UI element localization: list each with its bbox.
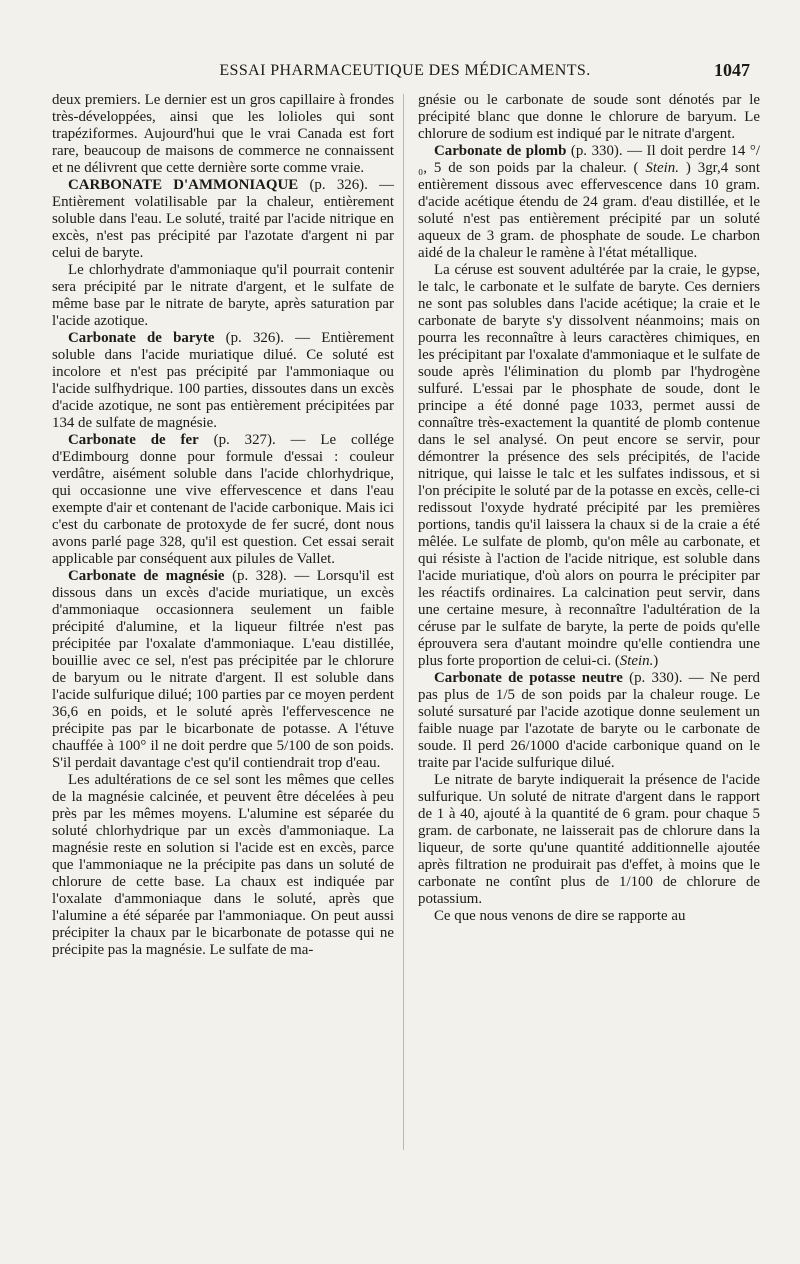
text-carbonate-plomb-b: ) 3gr,4 sont entièrement dissous avec effervescence dans 10 gram. d'acide acétique étendu de 24 gram. d'eau distillée, et le soluté n'est pas entièrement précipité par un soluté aqueux de 3 gram. de phosphate de soude. Le charbon aidé de la chaleur le ramène à l'état métallique. [418,160,760,261]
paragraph-chlorhydrate: Le chlorhydrate d'ammoniaque qu'il pourrait contenir sera précipité par le nitrate d'argent, et le sulfate de même base par le nitrate de baryte, après saturation par l'acide azotique. [52,262,394,329]
heading-carbonate-magnesie: Carbonate de magnésie [68,568,225,584]
text-carbonate-magnesie: (p. 328). — Lorsqu'il est dissous dans un excès d'acide muriatique, un excès d'ammoniaque occasionnera seulement un faible précipité d'alumine, et la liqueur filtrée n'est pas précipitée par l'oxalate d'ammoniaque. L'eau distillée, bouillie avec ce sel, n'est pas précipitée par le chlorure de baryum ou le nitrate d'argent. Il est soluble dans l'acide sulfurique dilué; 100 parties par ce moyen perdent 36,6 en poids, et le soluté après l'effervescence ne précipite pas par le bicarbonate de potasse. A l'étuve chauffée à 100° il ne doit perdre que 5/100 de son poids. S'il perdait davantage c'est qu'il contiendrait trop d'eau. [52,568,394,771]
heading-carbonate-plomb: Carbonate de plomb [434,143,567,159]
running-title: ESSAI PHARMACEUTIQUE DES MÉDICAMENTS. [219,62,591,79]
text-carbonate-baryte: (p. 326). — Entièrement soluble dans l'acide muriatique dilué. Ce soluté est incolore et n'est pas précipité par l'ammoniaque ou l'acide sulfhydrique. 100 parties, dissoutes dans un excès d'acide azotique, ne sont pas entièrement précipitées par 134 de sulfate de magnésie. [52,330,394,431]
paragraph-final-line: Ce que nous venons de dire se rapporte au [434,908,686,924]
heading-carbonate-baryte: Carbonate de baryte [68,330,215,346]
text-carbonate-ammoniaque: (p. 326). — Entièrement volatilisable par la chaleur, entièrement soluble dans l'eau. Le soluté, traité par l'acide nitrique en excès, n'est pas précipité par l'azotate d'argent ni par celui de baryte. [52,177,394,261]
paragraph-carbonate-plomb [418,143,760,262]
paragraph-nitrate-baryte: Le nitrate de baryte indiquerait la présence de l'acide sulfurique. Un soluté de nitrate d'argent dans le rapport de 1 à 40, ajouté à la quantité de 6 gram. pour chaque 5 gram. de carbonate, ne laisserait pas de chlorure dans la liqueur, de sorte qu'une quantité additionnelle ajoutée après filtration ne produirait pas d'effet, à moins que le carbonate ne contînt plus de 1/100 de chlorure de potassium. [418,772,760,907]
heading-carbonate-ammoniaque: CARBONATE D'AMMONIAQUE [68,177,299,193]
paragraph-canada: deux premiers. Le dernier est un gros capillaire à frondes très-développées, ainsi que les lolioles qui sont trapéziformes. Aujourd'hui que le vrai Canada est fort rare, beaucoup de maisons de commerce ne connaissent et ne délivrent que cette dernière sorte comme vraie. [52,92,394,176]
text-carbonate-fer: (p. 327). — Le collége d'Edimbourg donne pour formule d'essai : couleur verdâtre, aisément soluble dans l'acide chlorhydrique, qui occasionne une vive effervescence et dans l'eau exempte d'air et contenant de l'acide carbonique. Mais ici c'est du carbonate de protoxyde de fer sucré, dont nous avons parlé page 328, qu'il est question. Cet essai serait applicable par conséquent aux pilules de Vallet. [52,432,394,567]
text-ceruse-end: ) [653,653,659,669]
heading-carbonate-fer: Carbonate de fer [68,432,199,448]
paragraph-carbonate-magnesie [52,568,394,772]
text-ceruse: La céruse est souvent adultérée par la craie, le gypse, le talc, le carbonate et le sulfate de baryte. Ces derniers ne sont pas solubles dans l'acide acétique; la craie et le carbonate de baryte s'y dissolvent néanmoins; mais on pourra les reconnaître à leurs caractères chimiques, en les précipitant par l'oxalate d'ammoniaque et le sulfate de soude après l'élimination du plomb par l'hydrogène sulfuré. L'essai par le phosphate de soude, dont le principe a été donné page 1033, permet aussi de connaître très-exactement la quantité de plomb contenue dans le sel analysé. On peut encore se servir, pour démontrer la présence des sels précipités, de l'acide nitrique, qui laisse le talc et les sulfates indissous, et si l'on précipite le soluté par de la potasse en excès, celle-ci redissout l'oxyde hydraté précipité par les premières portions, tandis qu'il laissera la chaux si de la craie a été mêlée. Le sulfate de plomb, qu'on mêle au carbonate, et qui résiste à l'action de l'acide nitrique, est soluble dans l'acide muriatique, d'où alors on pourra le précipiter par les réactifs ordinaires. La calcination peut servir, dans une certaine mesure, à reconnaître l'adultération de la céruse par le sulfate de baryte, la perte de poids qu'elle éprouvera sera d'autant moindre qu'elle contiendra une plus forte proportion de celui-ci. ( [418,262,760,669]
citation-stein: Stein. [645,160,679,176]
paragraph-ceruse [418,262,760,670]
citation-stein-2: Stein. [619,653,654,669]
text-carbonate-plomb-a: (p. 330). — Il doit perdre 14 °/₀, 5 de son poids par la chaleur. ( [418,143,760,176]
paragraph-adulterations: Les adultérations de ce sel sont les mêmes que celles de la magnésie calcinée, et peuvent être décelées à peu près par les mêmes moyens. L'alumine est séparée du soluté chlorhydrique par un excès d'ammoniaque. La magnésie reste en solution si l'acide est en excès, parce que l'ammoniaque ne la précipite pas dans un soluté de chlorure de cette base. La chaux est indiquée par l'oxalate d'ammoniaque dans le soluté, après que l'alumine a été séparée par l'ammoniaque. On peut aussi précipiter la chaux par le bicarbonate de potasse qui ne précipite pas la magnésie. Le sulfate de ma- [52,772,394,958]
page-header [50,60,760,86]
column-divider [403,94,404,1150]
paragraph-carbonate-ammoniaque [52,177,394,262]
right-column [418,92,760,925]
paragraph-magnesie-continued: gnésie ou le carbonate de soude sont dénotés par le précipité blanc que donne le chlorure de baryum. Le chlorure de sodium est indiqué par le nitrate d'argent. [418,92,760,142]
left-column [52,92,394,959]
paragraph-carbonate-fer [52,432,394,568]
heading-carbonate-potasse: Carbonate de potasse neutre [434,670,623,686]
page-number: 1047 [714,60,750,80]
paragraph-carbonate-baryte [52,330,394,432]
text-carbonate-potasse: (p. 330). — Ne perd pas plus de 1/5 de son poids par la chaleur rouge. Le soluté sursaturé par l'acide azotique donne seulement un faible nuage par l'azotate de baryte ou le carbonate de soude. Il perd 26/1000 d'acide carbonique quand on le traite par l'acide sulfurique dilué. [418,670,760,771]
paragraph-carbonate-potasse [418,670,760,772]
